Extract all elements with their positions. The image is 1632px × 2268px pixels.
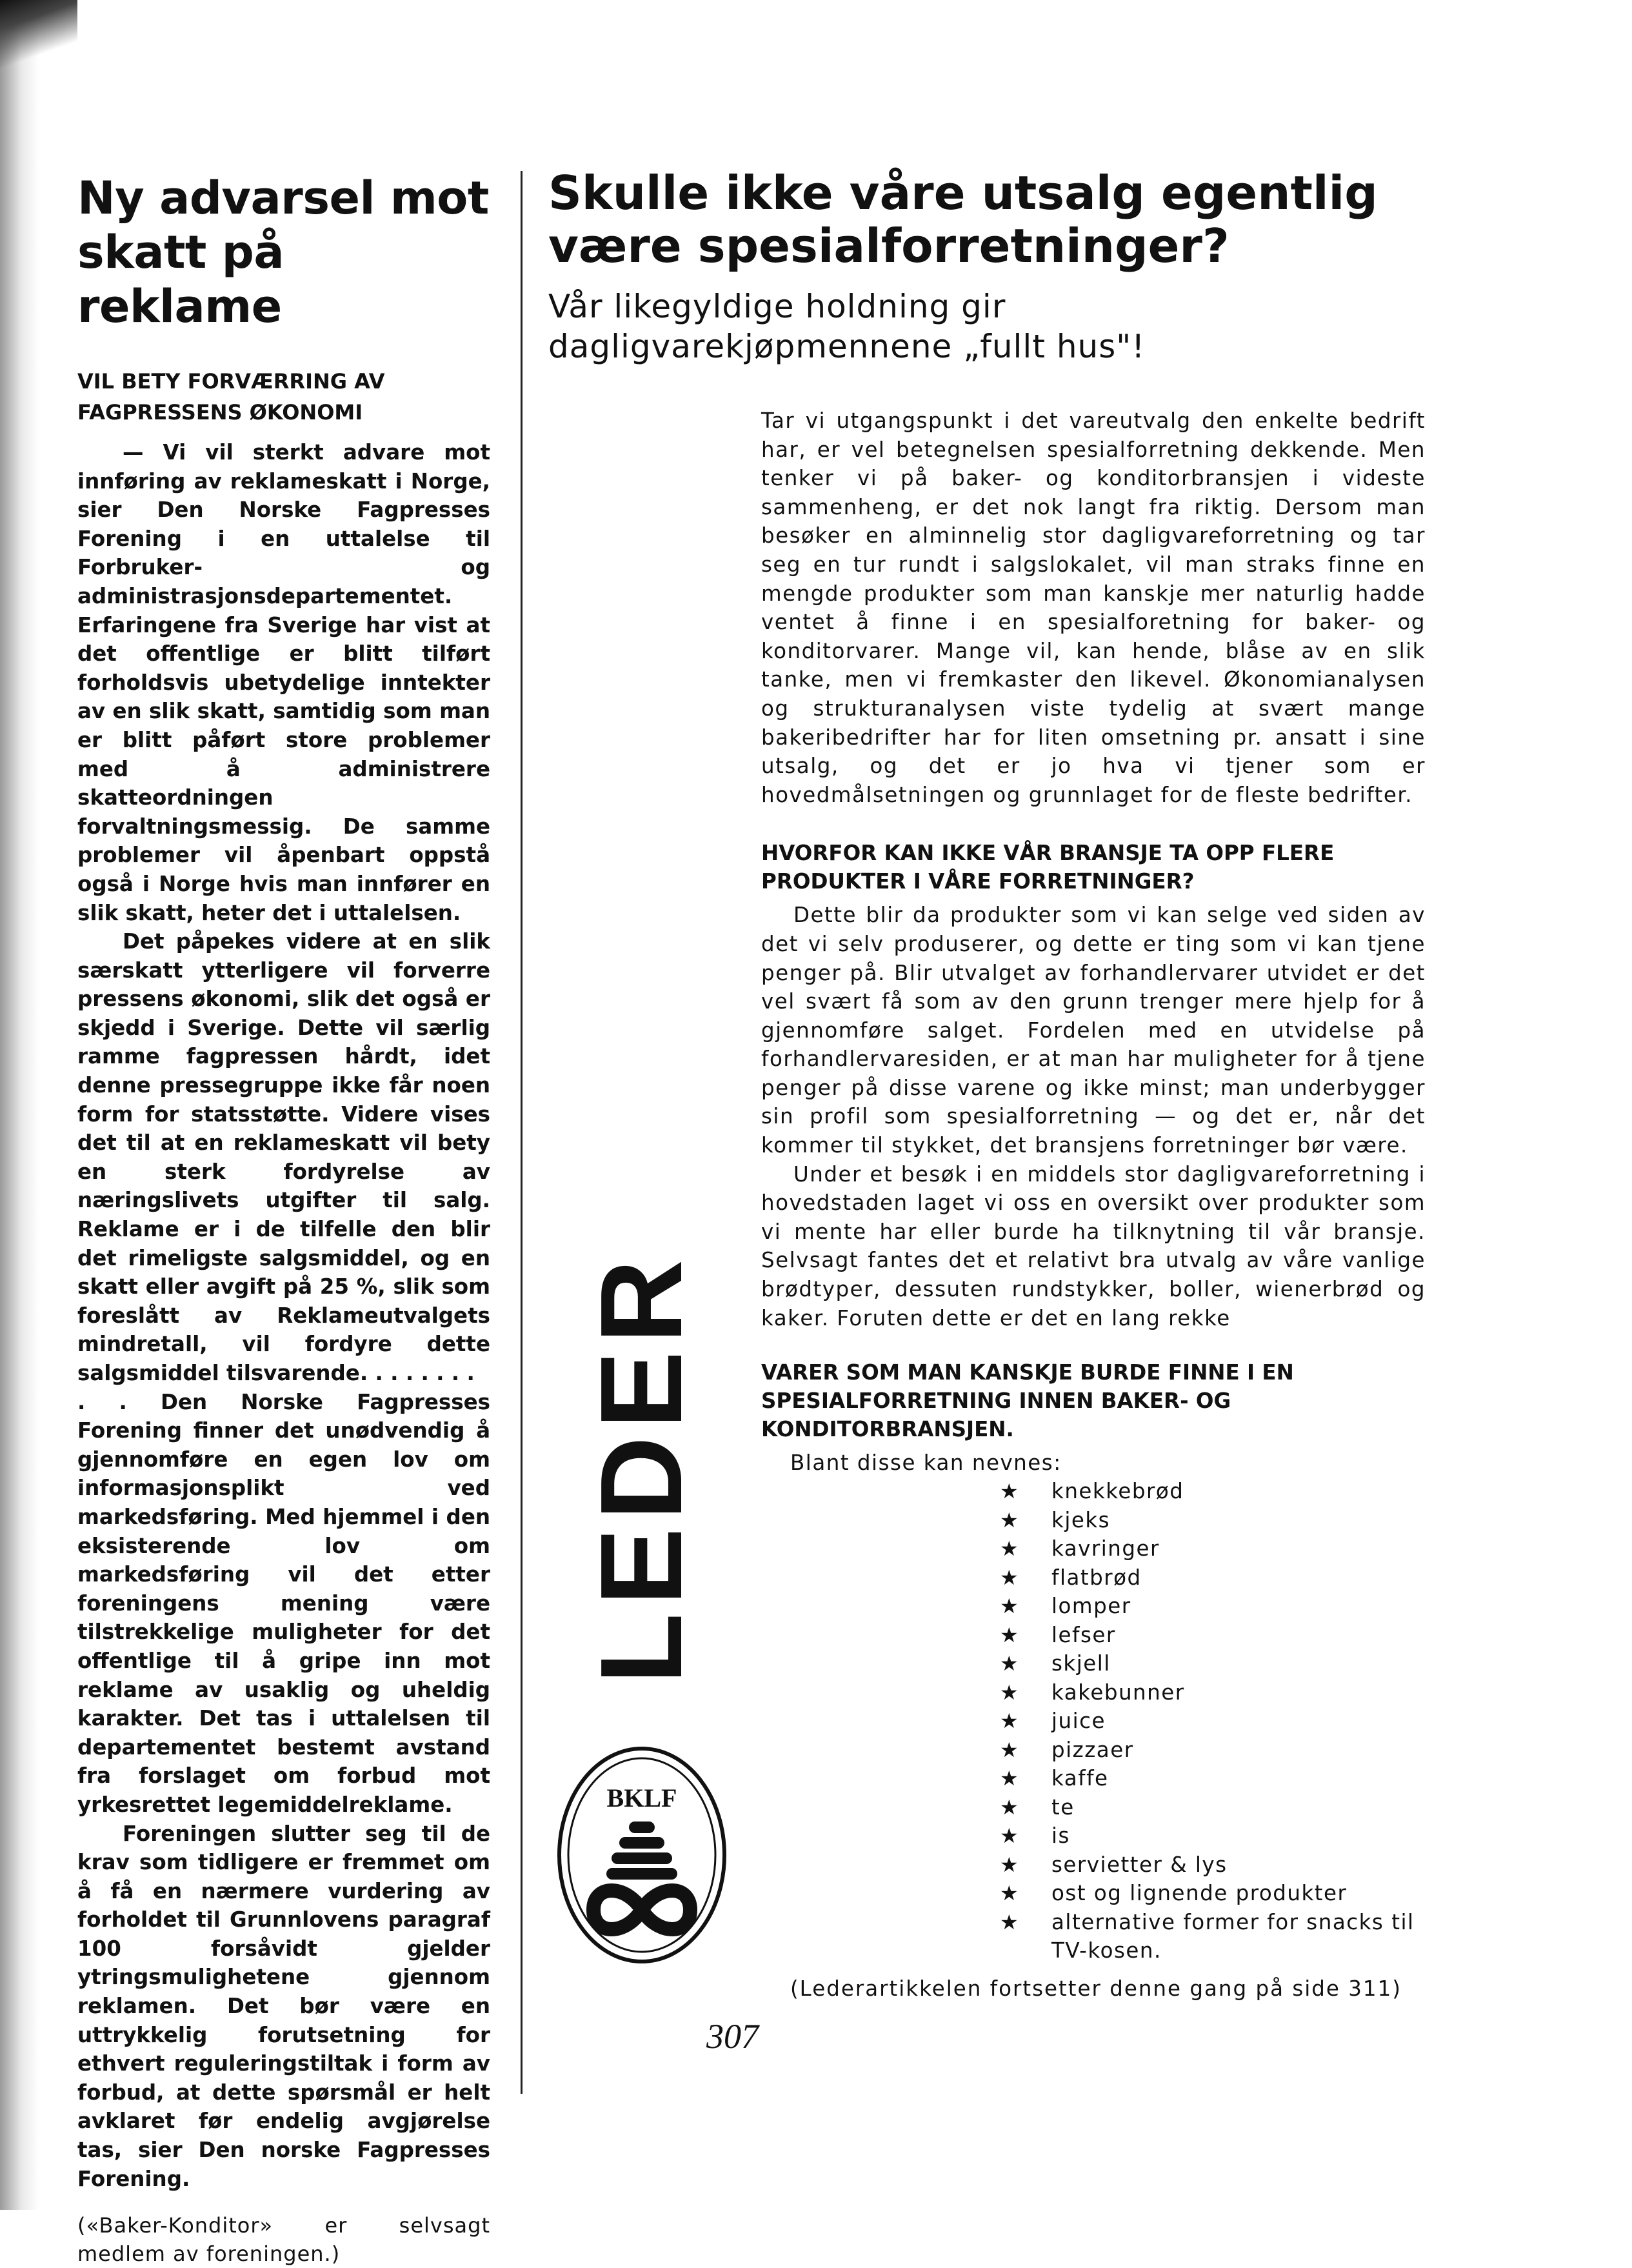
page-number: 307	[706, 2017, 759, 2056]
section-1-paragraph: Dette blir da produkter som vi kan selge ved siden av det vi selv produserer, og dette er ting som vi kan tjene penger på. Blir utvalget av forhandlervarer utvidet er det vel svært få som av den grunn trenger mere hjelp for å gjennomføre salget. Fordelen med en utvidelse på forhandlervaresiden, er at man har muligheter for å tjene penger på disse varene og ikke minst; man underbygger sin profil som spesialforretning — og det er, når det kommer til stykket, det bransjens forretninger bør være.	[761, 903, 1426, 1158]
product-list	[761, 1477, 1426, 1965]
page-corner-shadow	[0, 0, 77, 71]
left-article-note: («Baker-Konditor» er selvsagt medlem av foreningen.)	[77, 2213, 490, 2267]
list-item: ★ kakebunner	[1000, 1678, 1426, 1707]
star-icon: ★	[1000, 1766, 1020, 1791]
list-item: ★ flatbrød	[1000, 1563, 1426, 1592]
list-item: ★ kavringer	[1000, 1534, 1426, 1563]
list-intro: Blant disse kan nevnes:	[790, 1450, 1062, 1476]
left-title-line1: Ny advarsel mot	[77, 172, 489, 225]
star-icon: ★	[1000, 1881, 1020, 1906]
left-title-line2: skatt på reklame	[77, 226, 284, 333]
left-article-title	[77, 171, 490, 334]
left-article-body	[77, 438, 490, 2193]
list-item: ★ ost og lignende produkter	[1000, 1879, 1426, 1908]
left-paragraph: . . Den Norske Fagpresses Forening finner det unødvendig å gjennomføre en egen lov om informasjonsplikt ved markedsføring. Med hjemmel i den eksisterende lov om markedsføring vil det etter foreningens mening være tilstrekkelige muligheter for det offentlige til å gripe inn mot reklame av usaklig og uheldig karakter. Det tas i uttalelsen til departementet bestemt avstand fra forslaget om forbud mot yrkesrettet legemiddelreklame.	[77, 1389, 490, 1817]
list-item: ★ servietter & lys	[1000, 1851, 1426, 1880]
list-item: ★ is	[1000, 1821, 1426, 1851]
list-item: ★ lomper	[1000, 1592, 1426, 1621]
right-subtitle-line2: dagligvarekjøpmennene „fullt hus"!	[548, 328, 1146, 365]
right-title-line1: Skulle ikke våre utsalg egentlig	[548, 166, 1378, 220]
star-icon: ★	[1000, 1737, 1020, 1762]
star-icon: ★	[1000, 1823, 1020, 1849]
star-icon: ★	[1000, 1479, 1020, 1504]
logo-lettering: BKLF	[606, 1783, 677, 1812]
section-1-text	[761, 901, 1426, 1332]
list-item: ★ knekkebrød	[1000, 1477, 1426, 1506]
list-item: ★ alternative former for snacks til TV-kosen.	[1000, 1908, 1426, 1965]
bklf-logo	[555, 1745, 729, 1965]
list-item: ★ te	[1000, 1793, 1426, 1822]
right-intro-paragraph: Tar vi utgangspunkt i det vareutvalg den enkelte bedrift har, er vel betegnelsen spesialforretning dekkende. Men tenker vi på baker- og konditorbransjen i videste sammenheng, er det nok langt fra riktig. Dersom man besøker en alminnelig stor dagligvareforretning og tar seg en tur rundt i salgslokalet, vil man straks finne en mengde produkter som man kanskje mer naturlig hadde ventet å finne i en spesialforetning for baker- og konditorvarer. Mange vil, kan hende, blåse av en slik tanke, men vi fremkaster den likevel. Økonomianalysen og strukturanalysen viste tydelig at svært mange bakeribedrifter har for liten omsetning pr. ansatt i sine utsalg, og det er jo hva vi tjener som er hovedmålsetningen og grunnlaget for de fleste bedrifter.	[761, 408, 1426, 807]
continuation-note: (Lederartikkelen fortsetter denne gang på side 311)	[790, 1976, 1402, 2001]
star-icon: ★	[1000, 1852, 1020, 1877]
leder-text: LEDER	[577, 1251, 706, 1685]
list-item: ★ skjell	[1000, 1649, 1426, 1678]
star-icon: ★	[1000, 1622, 1020, 1647]
page-edge-shadow	[0, 0, 39, 2210]
left-paragraph: Det påpekes videre at en slik særskatt ytterligere vil forverre pressens økonomi, slik det også er skjedd i Sverige. Dette vil særlig ramme fagpressen hårdt, idet denne pressegruppe ikke får noen form for statsstøtte. Videre vises det til at en reklameskatt vil bety en sterk fordyrelse av næringslivets utgifter til salg. Reklame er i de tilfelle den blir det rimeligste salgsmiddel, og en skatt eller avgift på 25 %, slik som foreslått av Reklameutvalgets mindretall, vil fordyre dette salgsmiddel tilsvarende. . . . . . . .	[77, 929, 490, 1385]
leder-label	[577, 1251, 706, 1685]
bklf-logo-icon	[555, 1745, 729, 1965]
column-divider	[521, 171, 522, 2094]
list-item: ★ pizzaer	[1000, 1736, 1426, 1765]
right-article-body	[761, 406, 1426, 2003]
star-icon: ★	[1000, 1651, 1020, 1676]
star-icon: ★	[1000, 1507, 1020, 1532]
list-item: ★ lefser	[1000, 1621, 1426, 1650]
section-heading-1: HVORFOR KAN IKKE VÅR BRANSJE TA OPP FLERE PRODUKTER I VÅRE FORRETNINGER?	[761, 841, 1335, 894]
left-article	[77, 171, 490, 2268]
star-icon: ★	[1000, 1794, 1020, 1820]
right-title-line2: være spesialforretninger?	[548, 219, 1229, 273]
list-item: ★ juice	[1000, 1707, 1426, 1736]
right-article-title	[548, 166, 1451, 272]
left-article-subtitle: VIL BETY FORVÆRRING AV FAGPRESSENS ØKONOMI	[77, 369, 385, 425]
star-icon: ★	[1000, 1594, 1020, 1619]
list-item: ★ kjeks	[1000, 1506, 1426, 1535]
right-article-header	[548, 166, 1451, 366]
section-1-paragraph: Under et besøk i en middels stor dagligvareforretning i hovedstaden laget vi oss en oversikt over produkter som vi mente har eller burde ha tilknytning til vår bransje. Selvsagt fantes det et relativt bra utvalg av våre vanlige brødtyper, dessuten rundstykker, boller, wienerbrød og kaker. Foruten dette er det en lang rekke	[761, 1161, 1426, 1330]
right-article-subtitle	[548, 286, 1451, 366]
right-intro-block	[761, 406, 1426, 809]
left-paragraph: Foreningen slutter seg til de krav som tidligere er fremmet om å få en nærmere vurdering av forholdet til Grunnlovens paragraf 100 forsåvidt gjelder ytringsmulighetene gjennom reklamen. Det bør være en uttrykkelig forutsetning for ethvert reguleringstiltak i form av forbud, at dette spørsmål er helt avklaret før endelig avgjørelse tas, sier Den norske Fagpresses Forening.	[77, 1821, 490, 2191]
star-icon: ★	[1000, 1565, 1020, 1590]
star-icon: ★	[1000, 1909, 1020, 1934]
star-icon: ★	[1000, 1536, 1020, 1561]
star-icon: ★	[1000, 1680, 1020, 1705]
section-heading-2: VARER SOM MAN KANSKJE BURDE FINNE I EN SPESIALFORRETNING INNEN BAKER- OG KONDITORBRANSJEN.	[761, 1360, 1294, 1442]
list-item: ★ kaffe	[1000, 1764, 1426, 1793]
right-subtitle-line1: Vår likegyldige holdning gir	[548, 288, 1006, 325]
left-paragraph: — Vi vil sterkt advare mot innføring av reklameskatt i Norge, sier Den Norske Fagpresses Forening i en uttalelse til Forbruker- og administrasjonsdepartementet. Erfaringene fra Sverige har vist at det offentlige er blitt tilført forholdsvis ubetydelige inntekter av en slik skatt, samtidig som man er blitt påført store problemer med å administrere skatteordningen forvaltningsmessig. De samme problemer vil åpenbart oppstå også i Norge hvis man innfører en slik skatt, heter det i uttalelsen.	[77, 440, 490, 925]
star-icon: ★	[1000, 1709, 1020, 1734]
